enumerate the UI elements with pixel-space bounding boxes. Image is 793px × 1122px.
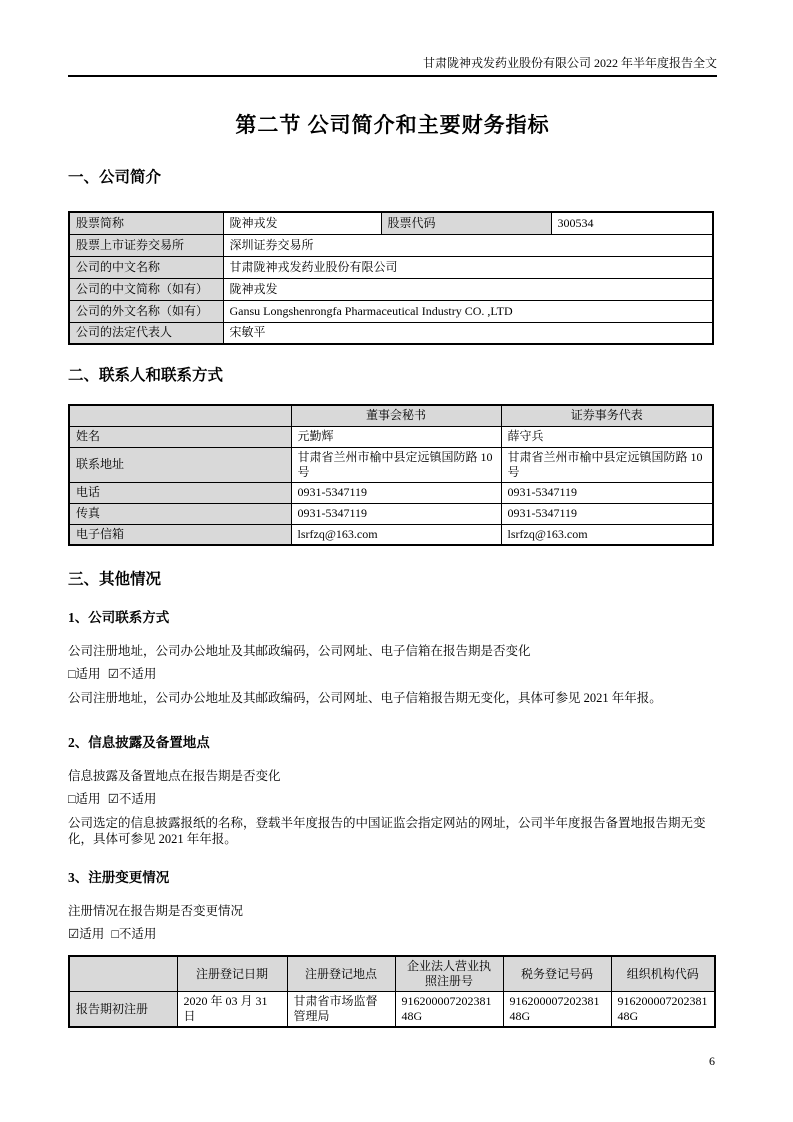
checkbox-applicable: □适用: [68, 667, 101, 681]
checkbox-line: [68, 791, 717, 807]
contacts-table: [68, 404, 714, 546]
listing-exchange-value: 深圳证券交易所: [223, 234, 713, 256]
table-row: [69, 447, 713, 482]
table-row: [69, 212, 713, 234]
page-content: [68, 0, 717, 1069]
email-value-2: lsrfzq@163.com: [501, 524, 713, 545]
checkbox-applicable: □适用: [68, 792, 101, 806]
table-header-row: [69, 956, 715, 992]
chinese-name-value: 甘肃陇神戎发药业股份有限公司: [223, 256, 713, 278]
subheading-disclosure: 2、信息披露及备置地点: [68, 735, 210, 750]
securities-rep-header: 证券事务代表: [501, 405, 713, 426]
table-row: [69, 482, 713, 503]
table-row: [69, 426, 713, 447]
address-label: 联系地址: [69, 447, 291, 482]
business-license-value: 91620000720238148G: [395, 992, 503, 1028]
table-row: [69, 234, 713, 256]
legal-representative-label: 公司的法定代表人: [69, 322, 223, 344]
listing-exchange-label: 股票上市证券交易所: [69, 234, 223, 256]
phone-value-2: 0931-5347119: [501, 482, 713, 503]
table-row: [69, 278, 713, 300]
chapter-title: 第二节 公司简介和主要财务指标: [235, 113, 550, 137]
checkbox-not-applicable: ☑不适用: [107, 792, 157, 806]
company-profile-table: [68, 211, 714, 345]
running-header: 甘肃陇神戎发药业股份有限公司 2022 年半年度报告全文: [68, 0, 717, 77]
email-label: 电子信箱: [69, 524, 291, 545]
contacts-empty-header: [69, 405, 291, 426]
section-heading-company-profile: 一、公司简介: [68, 169, 162, 186]
name-label: 姓名: [69, 426, 291, 447]
answer-contact-change: 公司注册地址，公司办公地址及其邮政编码，公司网址、电子信箱报告期无变化，具体可参见 2021 年年报。: [68, 691, 662, 705]
organization-code-header: 组织机构代码: [611, 956, 715, 992]
checkbox-line: [68, 926, 717, 942]
checkbox-not-applicable: ☑不适用: [107, 667, 157, 681]
subheading-registration-change: 3、注册变更情况: [68, 870, 170, 885]
registration-date-value: 2020 年 03 月 31 日: [177, 992, 287, 1028]
chinese-name-label: 公司的中文名称: [69, 256, 223, 278]
question-contact-change: 公司注册地址，公司办公地址及其邮政编码，公司网址、电子信箱在报告期是否变化: [68, 644, 531, 658]
legal-representative-value: 宋敏平: [223, 322, 713, 344]
checkbox-not-applicable: □不适用: [111, 927, 157, 941]
table-row: [69, 524, 713, 545]
subheading-company-contact: 1、公司联系方式: [68, 610, 170, 625]
question-registration-change: 注册情况在报告期是否变更情况: [68, 904, 244, 918]
registration-place-header: 注册登记地点: [287, 956, 395, 992]
stock-code-label: 股票代码: [381, 212, 551, 234]
answer-disclosure-change: 公司选定的信息披露报纸的名称，登载半年度报告的中国证监会指定网站的网址，公司半年度报告备置地报告期无变化，具体可参见 2021 年年报。: [68, 816, 706, 846]
registration-place-value: 甘肃省市场监督管理局: [287, 992, 395, 1028]
fax-value-2: 0931-5347119: [501, 503, 713, 524]
table-row: [69, 300, 713, 322]
phone-value-1: 0931-5347119: [291, 482, 501, 503]
foreign-name-label: 公司的外文名称（如有）: [69, 300, 223, 322]
fax-label: 传真: [69, 503, 291, 524]
business-license-header: 企业法人营业执照注册号: [395, 956, 503, 992]
registration-table: [68, 955, 716, 1028]
registration-date-header: 注册登记日期: [177, 956, 287, 992]
table-row: [69, 503, 713, 524]
section-heading-other: 三、其他情况: [68, 571, 162, 588]
checkbox-line: [68, 666, 717, 682]
stock-abbr-label: 股票简称: [69, 212, 223, 234]
chinese-abbr-label: 公司的中文简称（如有）: [69, 278, 223, 300]
address-value-2: 甘肃省兰州市榆中县定远镇国防路 10 号: [501, 447, 713, 482]
email-value-1: lsrfzq@163.com: [291, 524, 501, 545]
stock-abbr-value: 陇神戎发: [223, 212, 381, 234]
phone-label: 电话: [69, 482, 291, 503]
period-start-label: 报告期初注册: [69, 992, 177, 1028]
registration-empty-header: [69, 956, 177, 992]
name-value-1: 元勤辉: [291, 426, 501, 447]
table-row: [69, 992, 715, 1028]
address-value-1: 甘肃省兰州市榆中县定远镇国防路 10 号: [291, 447, 501, 482]
section-heading-contacts: 二、联系人和联系方式: [68, 367, 224, 384]
question-disclosure-change: 信息披露及备置地点在报告期是否变化: [68, 769, 281, 783]
table-row: [69, 322, 713, 344]
page-number: 6: [709, 1054, 715, 1068]
fax-value-1: 0931-5347119: [291, 503, 501, 524]
board-secretary-header: 董事会秘书: [291, 405, 501, 426]
table-header-row: [69, 405, 713, 426]
tax-registration-value: 91620000720238148G: [503, 992, 611, 1028]
table-row: [69, 256, 713, 278]
name-value-2: 薛守兵: [501, 426, 713, 447]
foreign-name-value: Gansu Longshenrongfa Pharmaceutical Industry CO. ,LTD: [223, 300, 713, 322]
organization-code-value: 91620000720238148G: [611, 992, 715, 1028]
stock-code-value: 300534: [551, 212, 713, 234]
chinese-abbr-value: 陇神戎发: [223, 278, 713, 300]
tax-registration-header: 税务登记号码: [503, 956, 611, 992]
checkbox-applicable: ☑适用: [68, 927, 105, 941]
